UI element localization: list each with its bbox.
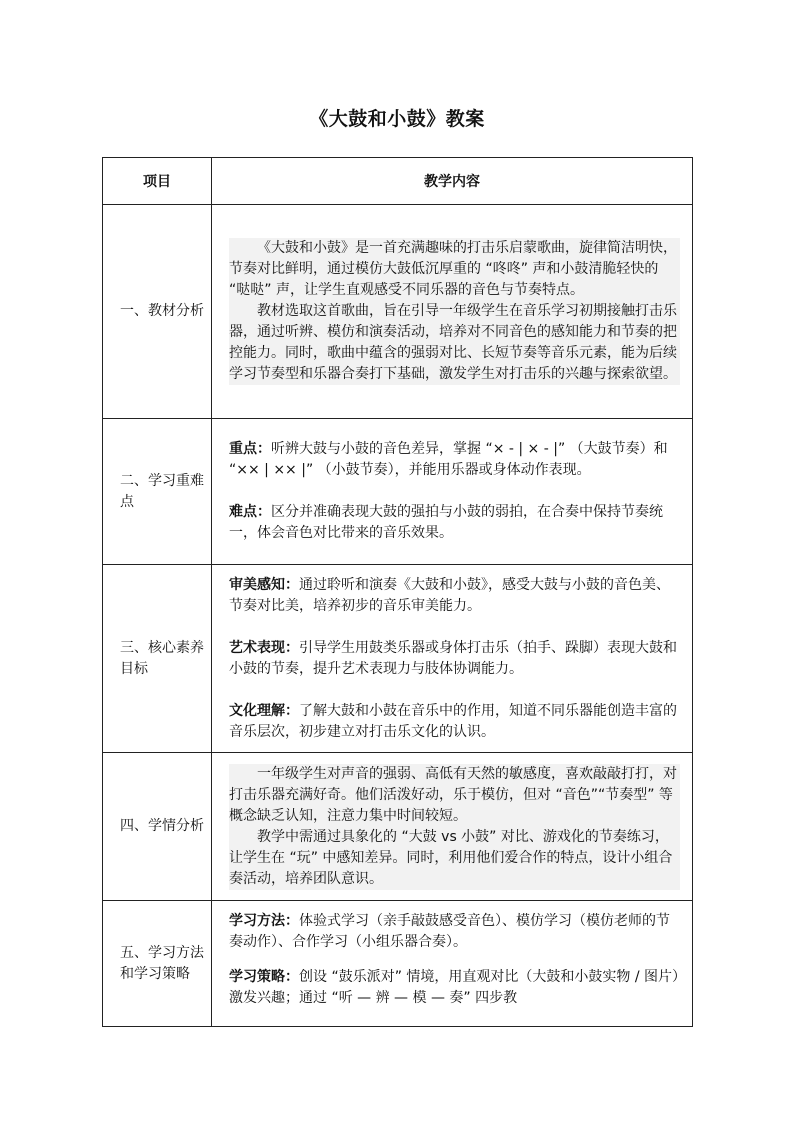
page-title: 《大鼓和小鼓》教案 [309, 108, 485, 130]
block-label: 审美感知： [229, 576, 299, 593]
content-paragraph: 教材选取这首歌曲，旨在引导一年级学生在音乐学习初期接触打击乐器，通过听辨、模仿和演奏活动，培养对不同音色的感知能力和节奏的把控能力。同时，歌曲中蕴含的强弱对比、长短节奏等音乐元素，能为后续学习节奏型和乐器合奏打下基础，激发学生对打击乐的兴趣与探索欲望。 [229, 301, 680, 385]
content-block [229, 638, 680, 680]
table-header-row [103, 158, 693, 205]
table-row [103, 753, 693, 901]
content-paragraph: 教学中需通过具象化的 “大鼓 vs 小鼓” 对比、游戏化的节奏练习，让学生在 “玩” 中感知差异。同时，利用他们爱合作的特点，设计小组合奏活动，培养团队意识。 [229, 827, 680, 890]
block-text: 体验式学习（亲手敲鼓感受音色）、模仿学习（模仿老师的节奏动作）、合作学习（小组乐器合奏）。 [229, 913, 670, 950]
row-item-label: 四、学情分析 [103, 753, 212, 901]
content-block [229, 701, 680, 743]
row-content [212, 901, 693, 1027]
content-block [229, 575, 680, 617]
row-item-label: 二、学习重难点 [103, 419, 212, 565]
block-label: 文化理解： [229, 702, 299, 719]
block-label: 艺术表现： [229, 639, 299, 656]
lesson-plan-table [102, 157, 693, 1027]
table-row [103, 565, 693, 753]
block-label: 难点： [229, 504, 271, 520]
table-row [103, 419, 693, 565]
row-content [212, 753, 693, 901]
row-content [212, 565, 693, 753]
block-text: 听辨大鼓与小鼓的音色差异，掌握 “× - | × - |” （大鼓节奏）和 “×× | ×× |” （小鼓节奏），并能用乐器或身体动作表现。 [229, 441, 668, 478]
table-row [103, 205, 693, 419]
header-item: 项目 [103, 158, 212, 205]
block-text: 区分并准确表现大鼓的强拍与小鼓的弱拍，在合奏中保持节奏统一，体会音色对比带来的音乐效果。 [229, 504, 663, 541]
content-block [229, 502, 680, 544]
content-paragraph: 《大鼓和小鼓》是一首充满趣味的打击乐启蒙歌曲，旋律简洁明快，节奏对比鲜明，通过模仿大鼓低沉厚重的 “咚咚” 声和小鼓清脆轻快的 “哒哒” 声，让学生直观感受不同乐器的音色与节奏特点。 [229, 238, 680, 301]
row-item-label: 三、核心素养目标 [103, 565, 212, 753]
block-text: 创设 “鼓乐派对” 情境，用直观对比（大鼓和小鼓实物 / 图片）激发兴趣；通过 “听 — 辨 — 模 — 奏” 四步教 [229, 969, 680, 1006]
table-row [103, 901, 693, 1027]
row-content [212, 419, 693, 565]
header-content: 教学内容 [212, 158, 693, 205]
block-label: 重点： [229, 441, 271, 457]
block-text: 引导学生用鼓类乐器或身体打击乐（拍手、跺脚）表现大鼓和小鼓的节奏，提升艺术表现力与肢体协调能力。 [229, 639, 677, 677]
content-block [229, 911, 680, 953]
block-text: 通过聆听和演奏《大鼓和小鼓》，感受大鼓与小鼓的音色美、节奏对比美，培养初步的音乐审美能力。 [229, 576, 670, 614]
row-item-label: 一、教材分析 [103, 205, 212, 419]
content-paragraph: 一年级学生对声音的强弱、高低有天然的敏感度，喜欢敲敲打打，对打击乐器充满好奇。他们活泼好动，乐于模仿，但对 “音色”“节奏型” 等概念缺乏认知，注意力集中时间较短。 [229, 764, 680, 827]
content-block [229, 439, 680, 481]
row-item-label: 五、学习方法和学习策略 [103, 901, 212, 1027]
block-label: 学习方法： [229, 913, 299, 929]
block-label: 学习策略： [229, 969, 299, 985]
block-text: 了解大鼓和小鼓在音乐中的作用，知道不同乐器能创造丰富的音乐层次，初步建立对打击乐文化的认识。 [229, 702, 677, 740]
content-block [229, 967, 680, 1009]
row-content [212, 205, 693, 419]
